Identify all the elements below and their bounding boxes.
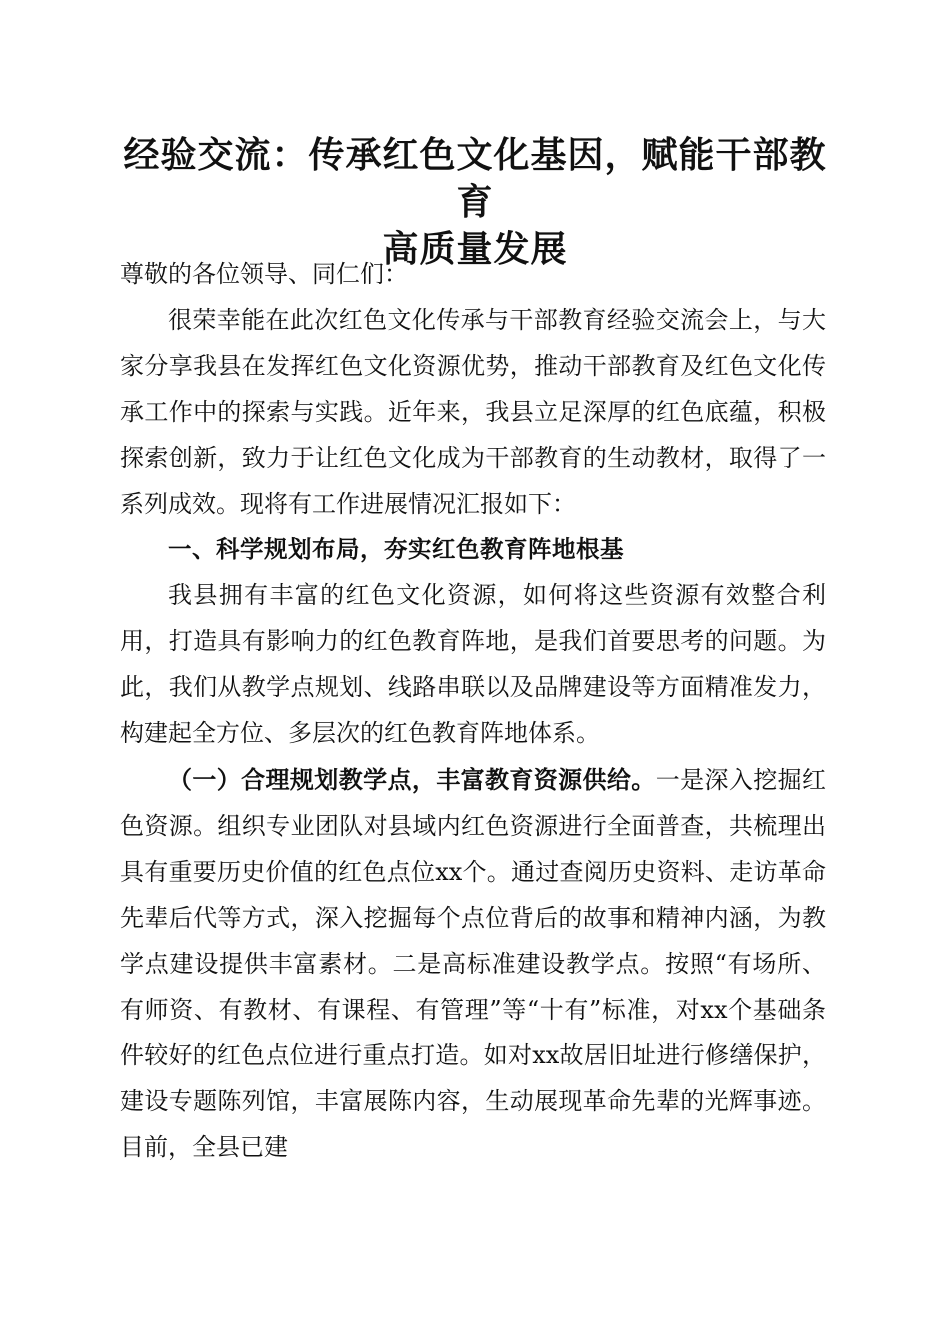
section-1-heading: 一、科学规划布局，夯实红色教育阵地根基: [168, 535, 624, 564]
title-line-2: 高质量发展: [382, 228, 568, 270]
subsection-1-paragraph: [120, 757, 826, 1171]
subsection-1-lead: （一）合理规划教学点，丰富教育资源供给。: [168, 764, 656, 794]
salutation: 尊敬的各位领导、同仁们：: [120, 260, 408, 288]
document-body: [120, 252, 826, 1171]
title-line-1: 经验交流：传承红色文化基因，赋能干部教育: [123, 134, 827, 223]
intro-paragraph: 很荣幸能在此次红色文化传承与干部教育经验交流会上，与大家分享我县在发挥红色文化资源优势，推动干部教育及红色文化传承工作中的探索与实践。近年来，我县立足深厚的红色底蕴，积极探索创新，致力于让红色文化成为干部教育的生动教材，取得了一系列成效。现将有工作进展情况汇报如下：: [120, 305, 826, 518]
subsection-1-text: 一是深入挖掘红色资源。组织专业团队对县域内红色资源进行全面普查，共梳理出具有重要历史价值的红色点位xx个。通过查阅历史资料、走访革命先辈后代等方式，深入挖掘每个点位背后的故事和精神内涵，为教学点建设提供丰富素材。二是高标准建设教学点。按照“有场所、有师资、有教材、有课程、有管理”等“十有”标准，对xx个基础条件较好的红色点位进行重点打造。如对xx故居旧址进行修缮保护，建设专题陈列馆，丰富展陈内容，生动展现革命先辈的光辉事迹。目前，全县已建: [120, 765, 827, 1162]
section-1-paragraph: 我县拥有丰富的红色文化资源，如何将这些资源有效整合利用，打造具有影响力的红色教育阵地，是我们首要思考的问题。为此，我们从教学点规划、线路串联以及品牌建设等方面精准发力，构建起全方位、多层次的红色教育阵地体系。: [120, 581, 826, 748]
